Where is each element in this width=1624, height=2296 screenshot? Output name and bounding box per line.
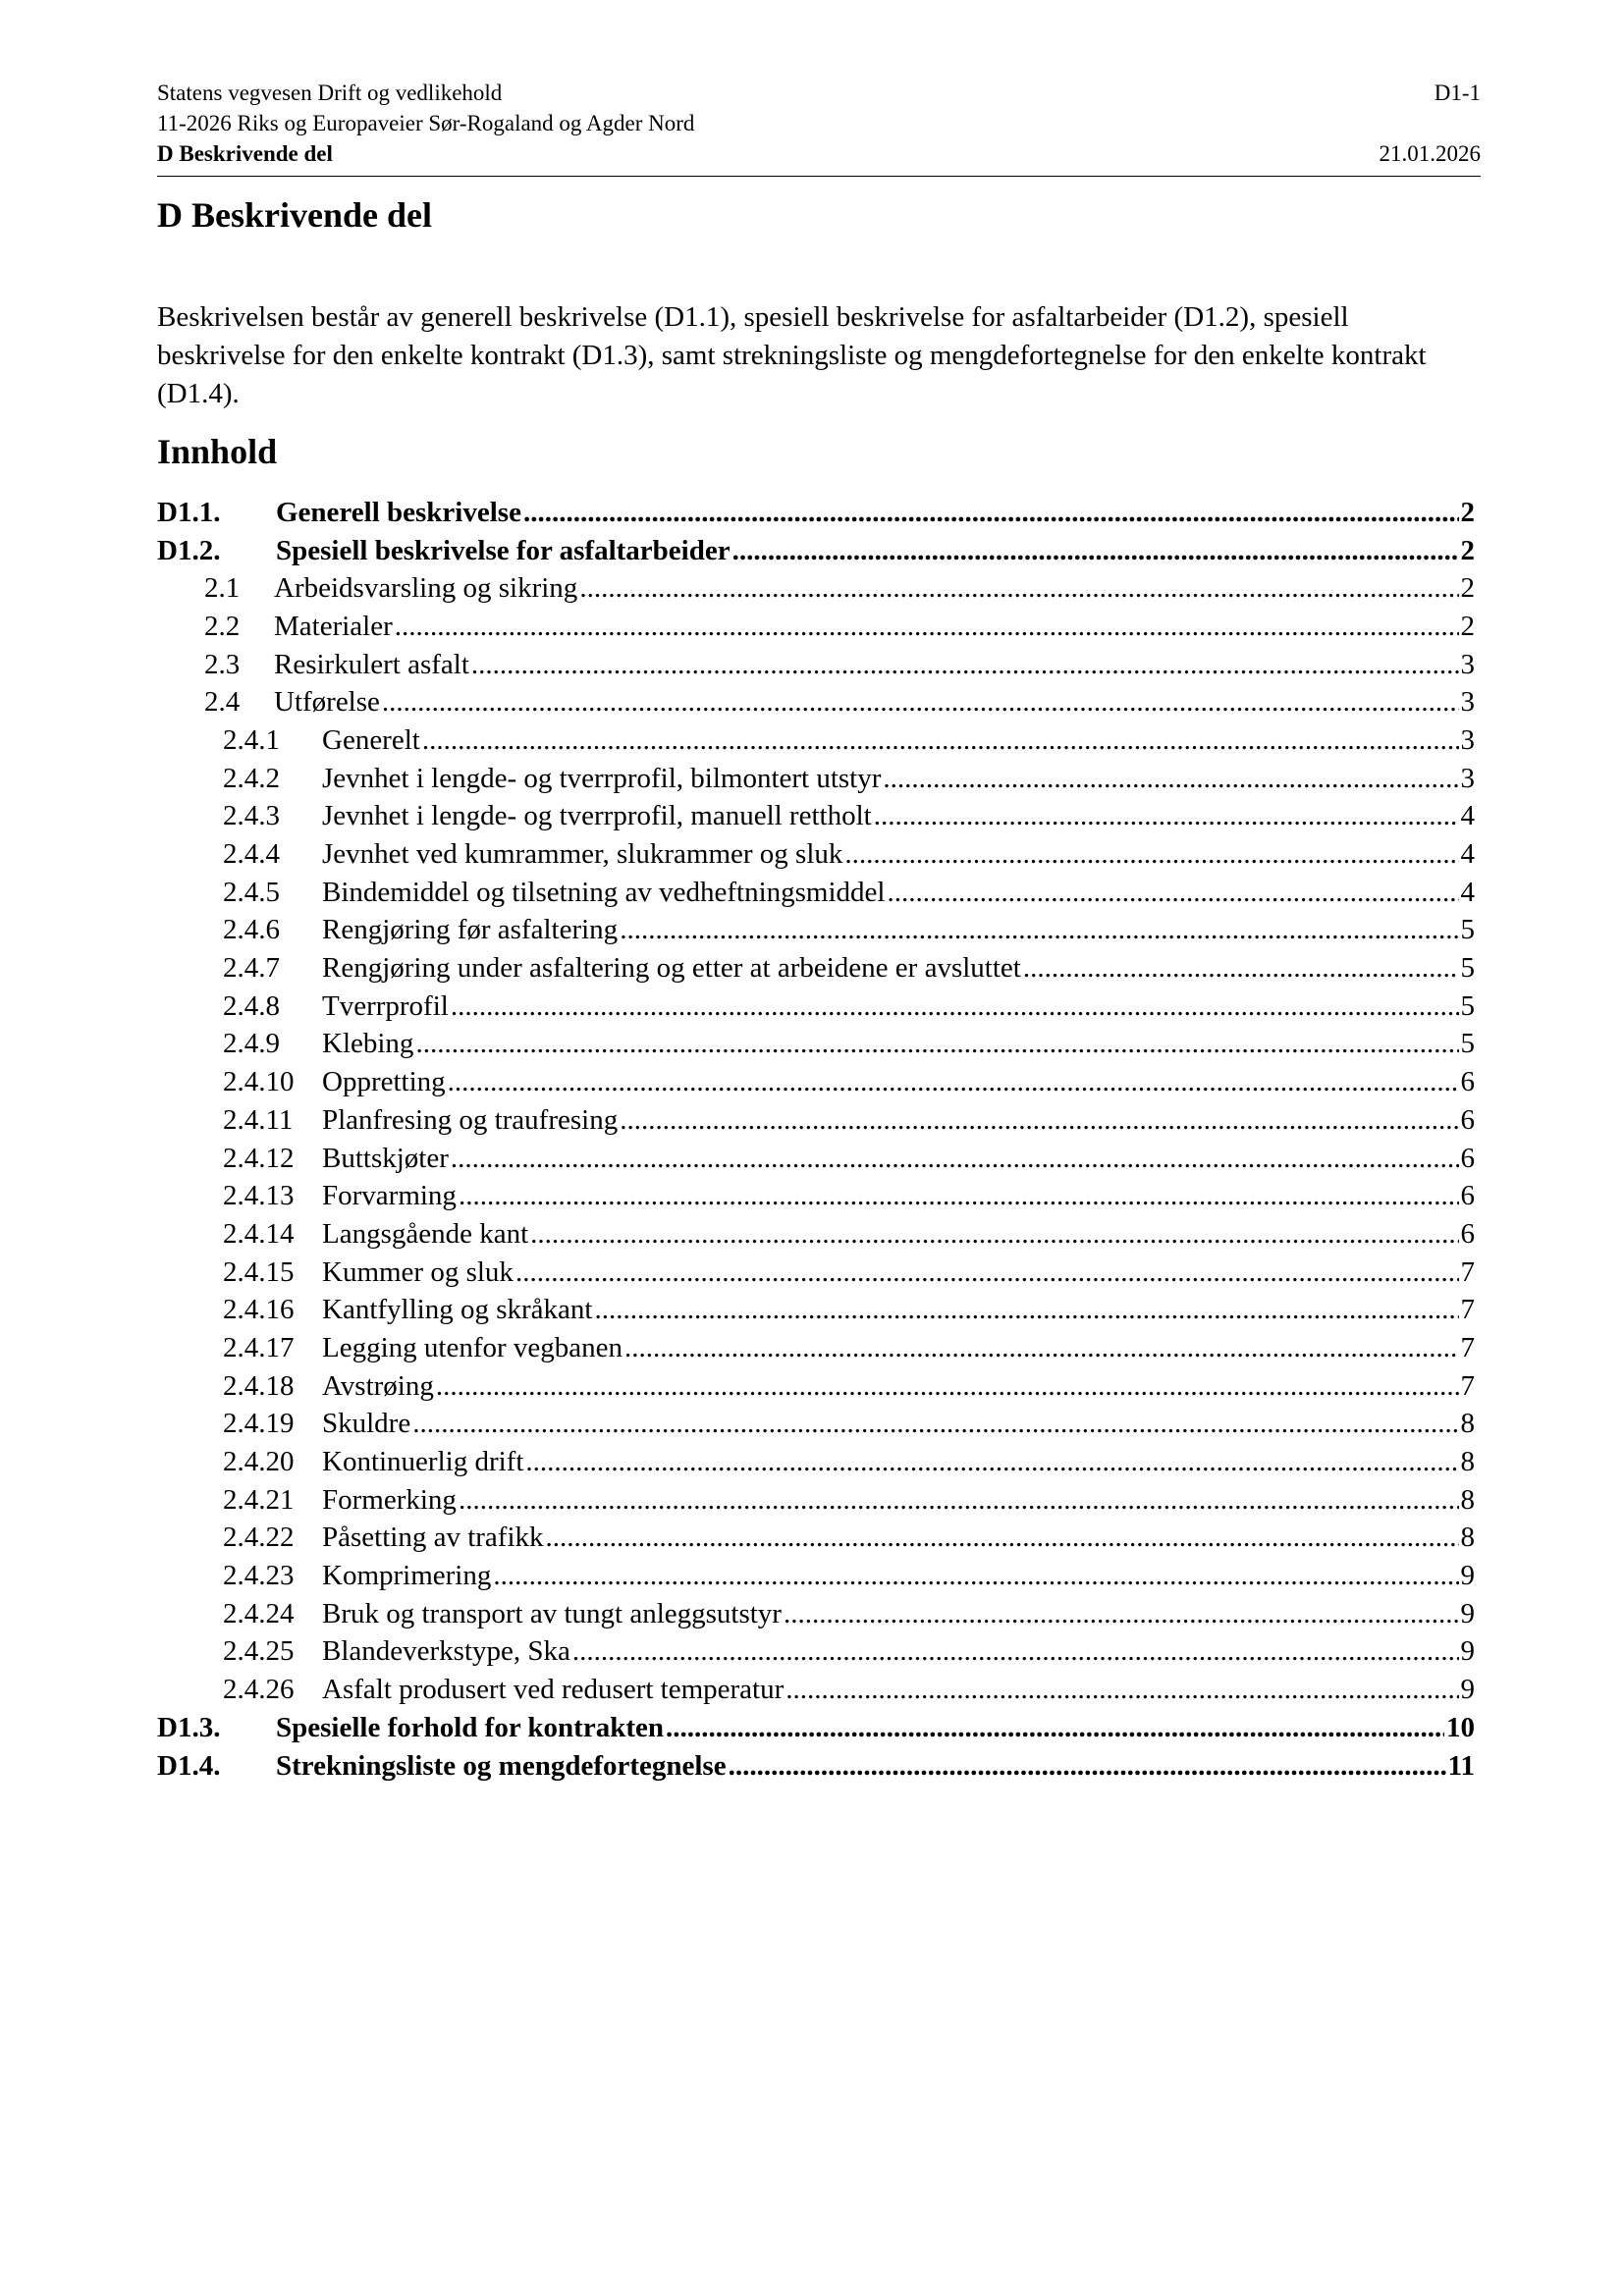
toc-entry-page: 2: [1460, 534, 1475, 566]
header-row-3: [157, 139, 1481, 170]
toc-entry[interactable]: [157, 760, 1481, 798]
toc-entry-number: 2.4.19: [223, 1408, 295, 1440]
toc-entry[interactable]: [157, 532, 1481, 570]
toc-entry-page: 5: [1460, 989, 1475, 1022]
toc-dot-leader: [620, 1104, 1458, 1137]
toc-entry-number: 2.4.9: [223, 1028, 280, 1060]
toc-entry-page: 3: [1460, 723, 1475, 756]
toc-entry-title: Formerking: [322, 1483, 457, 1516]
toc-entry[interactable]: [157, 949, 1481, 988]
toc-entry-title: Buttskjøter: [322, 1142, 449, 1174]
toc-entry-title: Komprimering: [322, 1560, 492, 1592]
toc-entry-number: 2.4.10: [223, 1066, 295, 1098]
toc-entry[interactable]: [157, 1557, 1481, 1595]
toc-dot-leader: [459, 1484, 1459, 1517]
toc-entry-page: 6: [1460, 1217, 1475, 1250]
toc-dot-leader: [530, 1218, 1458, 1251]
toc-entry-number: 2.4.1: [223, 723, 280, 756]
toc-entry-number: 2.4.2: [223, 762, 280, 794]
toc-entry-title: Kontinuerlig drift: [322, 1446, 524, 1478]
toc-entry-number: 2.4.18: [223, 1369, 295, 1402]
toc-entry-title: Forvarming: [322, 1180, 457, 1212]
toc-entry-title: Jevnhet i lengde- og tverrprofil, manuell rettholt: [322, 800, 872, 832]
toc-dot-leader: [594, 1294, 1458, 1326]
toc-entry-number: 2.4.22: [223, 1522, 295, 1554]
toc-entry[interactable]: [157, 608, 1481, 646]
toc-dot-leader: [784, 1598, 1459, 1630]
toc-entry[interactable]: [157, 1481, 1481, 1520]
toc-entry[interactable]: [157, 798, 1481, 836]
toc-dot-leader: [874, 800, 1459, 832]
toc-entry[interactable]: [157, 1367, 1481, 1406]
toc-entry-page: 9: [1460, 1674, 1475, 1706]
toc-dot-leader: [436, 1370, 1459, 1403]
header-row-1: [157, 79, 1481, 109]
table-of-contents: [157, 494, 1481, 1785]
toc-dot-leader: [883, 763, 1458, 795]
toc-entry-number: 2.4.3: [223, 800, 280, 832]
toc-entry-number: 2.3: [204, 648, 241, 680]
toc-entry[interactable]: [157, 1406, 1481, 1444]
toc-entry-title: Generell beskrivelse: [276, 496, 521, 528]
toc-entry-page: 7: [1460, 1294, 1475, 1326]
toc-dot-leader: [844, 838, 1458, 871]
toc-entry-page: 6: [1460, 1180, 1475, 1212]
toc-dot-leader: [412, 1408, 1458, 1440]
toc-dot-leader: [422, 724, 1459, 757]
toc-entry-number: 2.4.25: [223, 1635, 295, 1668]
toc-entry-page: 4: [1460, 800, 1475, 832]
toc-entry[interactable]: [157, 1520, 1481, 1558]
toc-entry-title: Rengjøring under asfaltering og etter at arbeidene er avsluttet: [322, 952, 1021, 985]
toc-dot-leader: [451, 1143, 1459, 1175]
toc-dot-leader: [493, 1560, 1458, 1592]
toc-entry-title: Spesielle forhold for kontrakten: [276, 1711, 664, 1743]
toc-entry-number: 2.4.14: [223, 1217, 295, 1250]
header-page-id: D1-1: [1434, 80, 1481, 105]
toc-entry-page: 2: [1460, 610, 1475, 642]
toc-dot-leader: [471, 649, 1459, 681]
toc-entry-page: 8: [1460, 1483, 1475, 1516]
toc-dot-leader: [624, 1332, 1458, 1364]
toc-entry[interactable]: [157, 1709, 1481, 1747]
toc-entry-page: 8: [1460, 1446, 1475, 1478]
toc-entry-page: 7: [1460, 1255, 1475, 1288]
header-section: D Beskrivende del: [157, 141, 333, 166]
toc-entry-page: 8: [1460, 1522, 1475, 1554]
toc-dot-leader: [382, 686, 1459, 719]
toc-dot-leader: [729, 1750, 1446, 1783]
toc-entry[interactable]: [157, 1443, 1481, 1481]
toc-entry-number: 2.4: [204, 686, 241, 719]
toc-entry-number: 2.4.21: [223, 1483, 295, 1516]
toc-entry[interactable]: [157, 912, 1481, 950]
header-contract: 11-2026 Riks og Europaveier Sør-Rogaland og Agder Nord: [157, 111, 695, 135]
header-rule: [157, 176, 1481, 177]
toc-entry[interactable]: [157, 1329, 1481, 1367]
toc-entry[interactable]: [157, 494, 1481, 532]
toc-entry-page: 2: [1460, 496, 1475, 528]
toc-entry-page: 6: [1460, 1142, 1475, 1174]
toc-entry-page: 2: [1460, 572, 1475, 605]
toc-entry-title: Avstrøing: [322, 1369, 434, 1402]
toc-entry[interactable]: [157, 1671, 1481, 1709]
toc-entry-number: D1.2.: [157, 534, 221, 566]
toc-entry-title: Klebing: [322, 1028, 414, 1060]
header-row-2: [157, 109, 1481, 139]
toc-entry-page: 6: [1460, 1066, 1475, 1098]
intro-paragraph: Beskrivelsen består av generell beskrivelse (D1.1), spesiell beskrivelse for asfaltarbeider (D1.2), spesiell beskrivelse for den enkelte kontrakt (D1.3), samt strekningsliste og mengdefortegnelse for den enkelte kontrakt (D1.4).: [157, 301, 1427, 409]
toc-entry[interactable]: [157, 1595, 1481, 1633]
toc-dot-leader: [620, 914, 1458, 946]
toc-entry[interactable]: [157, 1291, 1481, 1329]
toc-entry-page: 6: [1460, 1103, 1475, 1136]
toc-heading: Innhold: [157, 432, 278, 471]
toc-entry-number: 2.4.17: [223, 1331, 295, 1363]
toc-entry-page: 3: [1460, 686, 1475, 719]
toc-entry[interactable]: [157, 1063, 1481, 1101]
toc-entry-number: 2.4.12: [223, 1142, 295, 1174]
toc-entry-title: Langsgående kant: [322, 1217, 529, 1250]
toc-entry-number: 2.4.26: [223, 1674, 295, 1706]
toc-entry-page: 9: [1460, 1635, 1475, 1668]
toc-entry[interactable]: [157, 646, 1481, 684]
toc-entry-title: Legging utenfor vegbanen: [322, 1331, 623, 1363]
toc-dot-leader: [395, 611, 1459, 643]
toc-entry-title: Blandeverkstype, Ska: [322, 1635, 570, 1668]
toc-entry-number: 2.4.24: [223, 1597, 295, 1629]
toc-entry-number: 2.4.15: [223, 1255, 295, 1288]
toc-entry-title: Materialer: [274, 610, 393, 642]
toc-entry[interactable]: [157, 683, 1481, 721]
toc-entry-title: Resirkulert asfalt: [274, 648, 469, 680]
toc-entry-title: Strekningsliste og mengdefortegnelse: [276, 1749, 727, 1782]
toc-entry-title: Bruk og transport av tungt anleggsutstyr: [322, 1597, 782, 1629]
header-org: Statens vegvesen Drift og vedlikehold: [157, 80, 503, 105]
toc-entry-title: Utførelse: [274, 686, 380, 719]
page-header: [157, 79, 1481, 170]
toc-entry[interactable]: [157, 1177, 1481, 1215]
toc-entry-page: 5: [1460, 914, 1475, 946]
toc-entry-number: 2.2: [204, 610, 241, 642]
toc-entry-page: 9: [1460, 1560, 1475, 1592]
toc-entry[interactable]: [157, 569, 1481, 608]
toc-entry-number: 2.1: [204, 572, 241, 605]
toc-dot-leader: [523, 497, 1459, 529]
toc-entry-number: 2.4.11: [223, 1103, 294, 1136]
toc-entry-title: Kantfylling og skråkant: [322, 1294, 593, 1326]
toc-entry-title: Tverrprofil: [322, 989, 449, 1022]
toc-entry-page: 3: [1460, 648, 1475, 680]
toc-dot-leader: [515, 1256, 1459, 1289]
toc-entry-title: Bindemiddel og tilsetning av vedheftningsmiddel: [322, 876, 886, 908]
toc-entry-page: 4: [1460, 876, 1475, 908]
toc-entry-title: Jevnhet ved kumrammer, slukrammer og sluk: [322, 838, 843, 871]
toc-dot-leader: [451, 990, 1459, 1023]
toc-dot-leader: [732, 535, 1459, 567]
toc-entry-number: 2.4.6: [223, 914, 280, 946]
toc-entry-number: D1.4.: [157, 1749, 221, 1782]
toc-entry-page: 7: [1460, 1331, 1475, 1363]
toc-dot-leader: [415, 1028, 1458, 1060]
toc-dot-leader: [785, 1674, 1458, 1706]
toc-entry[interactable]: [157, 1101, 1481, 1140]
toc-entry[interactable]: [157, 721, 1481, 760]
toc-entry-title: Kummer og sluk: [322, 1255, 514, 1288]
toc-dot-leader: [448, 1066, 1459, 1098]
toc-entry-title: Planfresing og traufresing: [322, 1103, 619, 1136]
toc-entry-page: 5: [1460, 1028, 1475, 1060]
toc-dot-leader: [579, 572, 1458, 605]
toc-entry-title: Rengjøring før asfaltering: [322, 914, 619, 946]
toc-dot-leader: [459, 1180, 1459, 1212]
toc-entry-title: Oppretting: [322, 1066, 446, 1098]
toc-entry[interactable]: [157, 988, 1481, 1026]
toc-entry-title: Asfalt produsert ved redusert temperatur: [322, 1674, 785, 1706]
toc-entry-number: 2.4.7: [223, 952, 280, 985]
toc-entry-page: 7: [1460, 1369, 1475, 1402]
toc-entry-number: 2.4.23: [223, 1560, 295, 1592]
document-title: D Beskrivende del: [157, 195, 433, 235]
toc-entry-title: Arbeidsvarsling og sikring: [274, 572, 578, 605]
toc-entry[interactable]: [157, 1215, 1481, 1254]
toc-dot-leader: [546, 1522, 1459, 1554]
toc-entry[interactable]: [157, 1633, 1481, 1672]
toc-entry[interactable]: [157, 1026, 1481, 1064]
toc-entry-number: 2.4.13: [223, 1180, 295, 1212]
toc-entry-number: D1.1.: [157, 496, 221, 528]
toc-entry-page: 8: [1460, 1408, 1475, 1440]
toc-entry[interactable]: [157, 874, 1481, 912]
toc-entry-number: 2.4.8: [223, 989, 280, 1022]
toc-entry[interactable]: [157, 835, 1481, 874]
toc-entry[interactable]: [157, 1254, 1481, 1292]
toc-entry-page: 3: [1460, 762, 1475, 794]
toc-entry-title: Spesiell beskrivelse for asfaltarbeider: [276, 534, 731, 566]
toc-entry-number: 2.4.4: [223, 838, 280, 871]
toc-entry-title: Generelt: [322, 723, 420, 756]
toc-entry-page: 10: [1446, 1711, 1475, 1743]
toc-entry-number: 2.4.20: [223, 1446, 295, 1478]
toc-entry-title: Skuldre: [322, 1408, 411, 1440]
toc-entry-number: 2.4.5: [223, 876, 280, 908]
toc-entry-number: D1.3.: [157, 1711, 221, 1743]
toc-entry-title: Jevnhet i lengde- og tverrprofil, bilmontert utstyr: [322, 762, 882, 794]
toc-entry-page: 11: [1447, 1749, 1475, 1782]
toc-entry-title: Påsetting av trafikk: [322, 1522, 544, 1554]
toc-entry-page: 4: [1460, 838, 1475, 871]
header-date: 21.01.2026: [1379, 141, 1481, 166]
toc-entry[interactable]: [157, 1140, 1481, 1178]
toc-dot-leader: [572, 1635, 1459, 1668]
toc-entry-number: 2.4.16: [223, 1294, 295, 1326]
toc-entry-page: 5: [1460, 952, 1475, 985]
toc-entry[interactable]: [157, 1747, 1481, 1786]
toc-dot-leader: [525, 1446, 1458, 1478]
toc-dot-leader: [666, 1712, 1444, 1744]
toc-entry-page: 9: [1460, 1597, 1475, 1629]
toc-dot-leader: [1023, 952, 1459, 985]
toc-dot-leader: [887, 877, 1458, 909]
